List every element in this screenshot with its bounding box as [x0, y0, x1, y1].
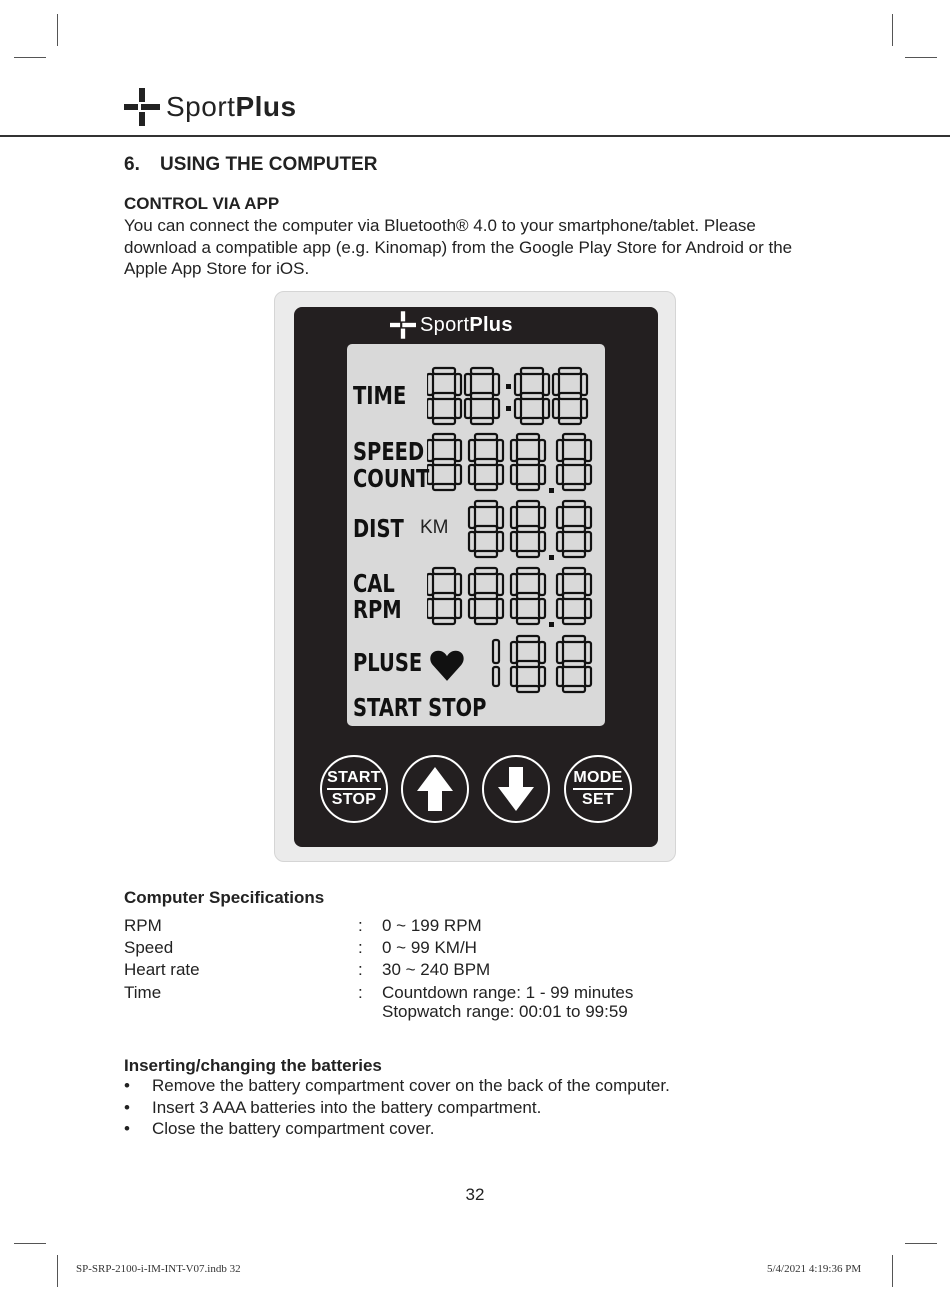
lcd-segment	[539, 465, 545, 484]
brand-light: Sport	[166, 91, 236, 122]
lcd-segment	[517, 501, 539, 507]
lcd-pulse-digits	[427, 634, 597, 698]
lcd-segment	[585, 507, 591, 528]
lcd-segment	[563, 686, 585, 692]
lcd-segment	[521, 418, 543, 424]
lcd-segment	[563, 459, 585, 465]
lcd-segment	[557, 667, 563, 686]
lcd-segment	[517, 686, 539, 692]
lcd-segment	[511, 507, 517, 528]
app-control-heading: CONTROL VIA APP	[124, 194, 280, 213]
lcd-dot	[506, 406, 511, 411]
lcd-segment	[427, 374, 433, 395]
list-item	[124, 1119, 670, 1141]
list-item-text: Insert 3 AAA batteries into the battery compartment.	[152, 1097, 542, 1117]
lcd-cal-digits	[427, 566, 597, 630]
lcd-dist-digits	[427, 499, 597, 563]
crop-mark	[14, 57, 46, 58]
lcd-segment	[557, 642, 563, 663]
lcd-segment	[585, 574, 591, 595]
lcd-segment	[517, 434, 539, 440]
crop-mark	[892, 1255, 893, 1287]
lcd-segment	[475, 551, 497, 557]
lcd-segment	[475, 568, 497, 574]
panel-brand-light: Sport	[420, 313, 470, 336]
spec-value-secondary: Stopwatch range: 00:01 to 99:59	[382, 1002, 628, 1021]
lcd-segment	[493, 399, 499, 418]
lcd-segment	[557, 599, 563, 618]
start-label: START	[327, 769, 381, 790]
header-rule	[0, 135, 950, 137]
lcd-segment	[539, 667, 545, 686]
spec-colon: :	[358, 916, 363, 935]
lcd-segment	[497, 440, 503, 461]
lcd-dot	[549, 555, 554, 560]
lcd-segment	[511, 440, 517, 461]
spec-row-speed	[124, 938, 824, 960]
lcd-segment	[475, 501, 497, 507]
lcd-segment	[465, 399, 471, 418]
list-item	[124, 1098, 670, 1120]
header-logo	[124, 88, 297, 126]
lcd-segment	[585, 667, 591, 686]
lcd-segment	[427, 465, 433, 484]
lcd-segment	[557, 440, 563, 461]
lcd-segment	[471, 418, 493, 424]
lcd-dot	[549, 488, 554, 493]
lcd-segment	[475, 618, 497, 624]
list-item-text: Close the battery compartment cover.	[152, 1119, 435, 1138]
lcd-segment	[455, 465, 461, 484]
spec-colon: :	[358, 938, 363, 957]
lcd-segment	[563, 434, 585, 440]
mode-label: MODE	[573, 769, 622, 790]
lcd-segment	[515, 399, 521, 418]
lcd-segment	[511, 465, 517, 484]
lcd-segment	[517, 568, 539, 574]
lcd-segment	[543, 399, 549, 418]
lcd-segment	[497, 574, 503, 595]
lcd-segment	[563, 568, 585, 574]
sportplus-logo-icon	[124, 88, 160, 126]
lcd-segment	[469, 440, 475, 461]
spec-value: 0 ~ 199 RPM	[382, 916, 482, 935]
mode-set-button[interactable]	[564, 755, 632, 823]
lcd-segment	[557, 532, 563, 551]
spec-value: 0 ~ 99 KM/H	[382, 938, 477, 957]
lcd-segment	[497, 532, 503, 551]
spec-value: 30 ~ 240 BPM	[382, 960, 491, 979]
lcd-segment	[539, 642, 545, 663]
lcd-segment	[469, 507, 475, 528]
computer-panel	[294, 307, 658, 847]
lcd-segment	[559, 418, 581, 424]
bullet: •	[124, 1076, 130, 1095]
lcd-segment	[543, 374, 549, 395]
lcd-segment	[433, 368, 455, 374]
lcd-segment	[563, 501, 585, 507]
lcd-segment	[455, 599, 461, 618]
crop-mark	[905, 57, 937, 58]
lcd-time-digits	[427, 366, 597, 430]
lcd-segment	[521, 368, 543, 374]
lcd-label-pulse: PLUSE	[353, 648, 423, 677]
lcd-segment	[433, 593, 455, 599]
list-item	[124, 1076, 670, 1098]
app-control-text: You can connect the computer via Bluetooth® 4.0 to your smartphone/tablet. Please download a compatible app (e.g. Kinomap) from the Google Play Store for Android or the Apple App Store for iOS.	[124, 216, 793, 278]
lcd-segment	[455, 440, 461, 461]
lcd-segment	[493, 667, 499, 686]
section-title-text: USING THE COMPUTER	[160, 154, 378, 175]
start-stop-button[interactable]	[320, 755, 388, 823]
lcd-segment	[469, 532, 475, 551]
lcd-segment	[563, 526, 585, 532]
panel-logo	[390, 311, 513, 339]
spec-colon: :	[358, 983, 363, 1002]
panel-brand-bold: Plus	[469, 313, 513, 336]
lcd-segment	[433, 618, 455, 624]
lcd-segment	[475, 526, 497, 532]
lcd-segment	[511, 642, 517, 663]
section-number: 6.	[124, 154, 140, 175]
lcd-segment	[585, 465, 591, 484]
lcd-segment	[497, 507, 503, 528]
lcd-segment	[493, 374, 499, 395]
lcd-segment	[433, 484, 455, 490]
lcd-segment	[517, 593, 539, 599]
lcd-segment	[469, 599, 475, 618]
lcd-segment	[585, 642, 591, 663]
lcd-segment	[471, 393, 493, 399]
lcd-segment	[559, 368, 581, 374]
lcd-segment	[585, 599, 591, 618]
lcd-segment	[433, 459, 455, 465]
lcd-segment	[475, 484, 497, 490]
spec-row-rpm	[124, 916, 824, 938]
lcd-segment	[433, 418, 455, 424]
lcd-segment	[557, 507, 563, 528]
brand-bold: Plus	[235, 91, 297, 122]
lcd-speed-digits	[427, 432, 597, 496]
lcd-segment	[585, 440, 591, 461]
lcd-segment	[455, 574, 461, 595]
page-number: 32	[465, 1185, 485, 1204]
lcd-segment	[563, 484, 585, 490]
lcd-segment	[497, 465, 503, 484]
lcd-segment	[563, 618, 585, 624]
lcd-segment	[475, 434, 497, 440]
arrow-down-icon	[496, 765, 536, 813]
spec-label: Time	[124, 983, 162, 1002]
bullet: •	[124, 1097, 130, 1117]
lcd-segment	[539, 599, 545, 618]
bullet: •	[124, 1119, 130, 1138]
lcd-segment	[469, 574, 475, 595]
lcd-segment	[563, 636, 585, 642]
lcd-segment	[539, 574, 545, 595]
lcd-segment	[563, 551, 585, 557]
lcd-segment	[557, 465, 563, 484]
spec-label: Speed	[124, 938, 174, 957]
spec-row-heart-rate	[124, 960, 824, 982]
crop-mark	[57, 1255, 58, 1287]
spec-colon: :	[358, 960, 363, 979]
lcd-segment	[469, 465, 475, 484]
lcd-segment	[511, 599, 517, 618]
lcd-segment	[521, 393, 543, 399]
lcd-segment	[517, 484, 539, 490]
lcd-label-km: KM	[420, 517, 449, 538]
specs-title: Computer Specifications	[124, 888, 325, 907]
lcd-segment	[517, 551, 539, 557]
footer-timestamp: 5/4/2021 4:19:36 PM	[767, 1263, 862, 1275]
header-brand-text	[166, 91, 297, 123]
lcd-segment	[557, 574, 563, 595]
lcd-segment	[427, 599, 433, 618]
lcd-segment	[517, 661, 539, 667]
lcd-segment	[563, 661, 585, 667]
lcd-segment	[585, 532, 591, 551]
lcd-dot	[549, 622, 554, 627]
lcd-segment	[581, 374, 587, 395]
lcd-segment	[539, 440, 545, 461]
panel-brand-text	[420, 314, 513, 337]
lcd-segment	[471, 368, 493, 374]
lcd-label-dist: DIST	[353, 514, 404, 543]
lcd-segment	[563, 593, 585, 599]
lcd-segment	[427, 440, 433, 461]
lcd-segment	[517, 526, 539, 532]
set-label: SET	[581, 791, 615, 808]
lcd-segment	[475, 459, 497, 465]
lcd-segment	[511, 574, 517, 595]
crop-mark	[14, 1243, 46, 1244]
down-button[interactable]	[482, 755, 550, 823]
lcd-dot	[506, 384, 511, 389]
spec-value: Countdown range: 1 - 99 minutes	[382, 983, 634, 1002]
lcd-label-start-stop: START STOP	[353, 693, 487, 722]
arrow-up-icon	[415, 765, 455, 813]
crop-mark	[905, 1243, 937, 1244]
lcd-label-time: TIME	[353, 381, 407, 410]
lcd-segment	[539, 507, 545, 528]
lcd-segment	[427, 574, 433, 595]
lcd-segment	[493, 640, 499, 663]
computer-illustration	[274, 291, 676, 862]
lcd-label-count: COUNT	[353, 464, 430, 493]
lcd-label-speed: SPEED	[353, 437, 425, 466]
sportplus-logo-icon	[390, 311, 416, 339]
spec-label: Heart rate	[124, 960, 200, 979]
batteries-list	[124, 1076, 670, 1141]
lcd-segment	[455, 399, 461, 418]
lcd-segment	[511, 532, 517, 551]
lcd-segment	[559, 393, 581, 399]
lcd-segment	[517, 636, 539, 642]
batteries-heading: Inserting/changing the batteries	[124, 1056, 382, 1075]
lcd-label-cal: CAL	[353, 569, 395, 598]
crop-mark	[892, 14, 893, 46]
lcd-segment	[427, 399, 433, 418]
lcd-segment	[497, 599, 503, 618]
lcd-segment	[517, 618, 539, 624]
stop-label: STOP	[331, 791, 377, 808]
lcd-segment	[455, 374, 461, 395]
lcd-segment	[553, 399, 559, 418]
footer-file-info: SP-SRP-2100-i-IM-INT-V07.indb 32	[76, 1263, 241, 1275]
lcd-segment	[553, 374, 559, 395]
list-item-text: Remove the battery compartment cover on the back of the computer.	[152, 1076, 670, 1095]
spec-row-time	[124, 983, 824, 1025]
lcd-segment	[433, 393, 455, 399]
lcd-segment	[539, 532, 545, 551]
lcd-segment	[433, 434, 455, 440]
section-title	[124, 154, 377, 176]
lcd-segment	[465, 374, 471, 395]
lcd-segment	[475, 593, 497, 599]
up-button[interactable]	[401, 755, 469, 823]
spec-label: RPM	[124, 916, 162, 935]
lcd-label-rpm: RPM	[353, 595, 402, 624]
crop-mark	[57, 14, 58, 46]
lcd-segment	[511, 667, 517, 686]
lcd-segment	[515, 374, 521, 395]
lcd-segment	[433, 568, 455, 574]
lcd-segment	[581, 399, 587, 418]
lcd-segment	[517, 459, 539, 465]
lcd-display	[347, 344, 605, 726]
